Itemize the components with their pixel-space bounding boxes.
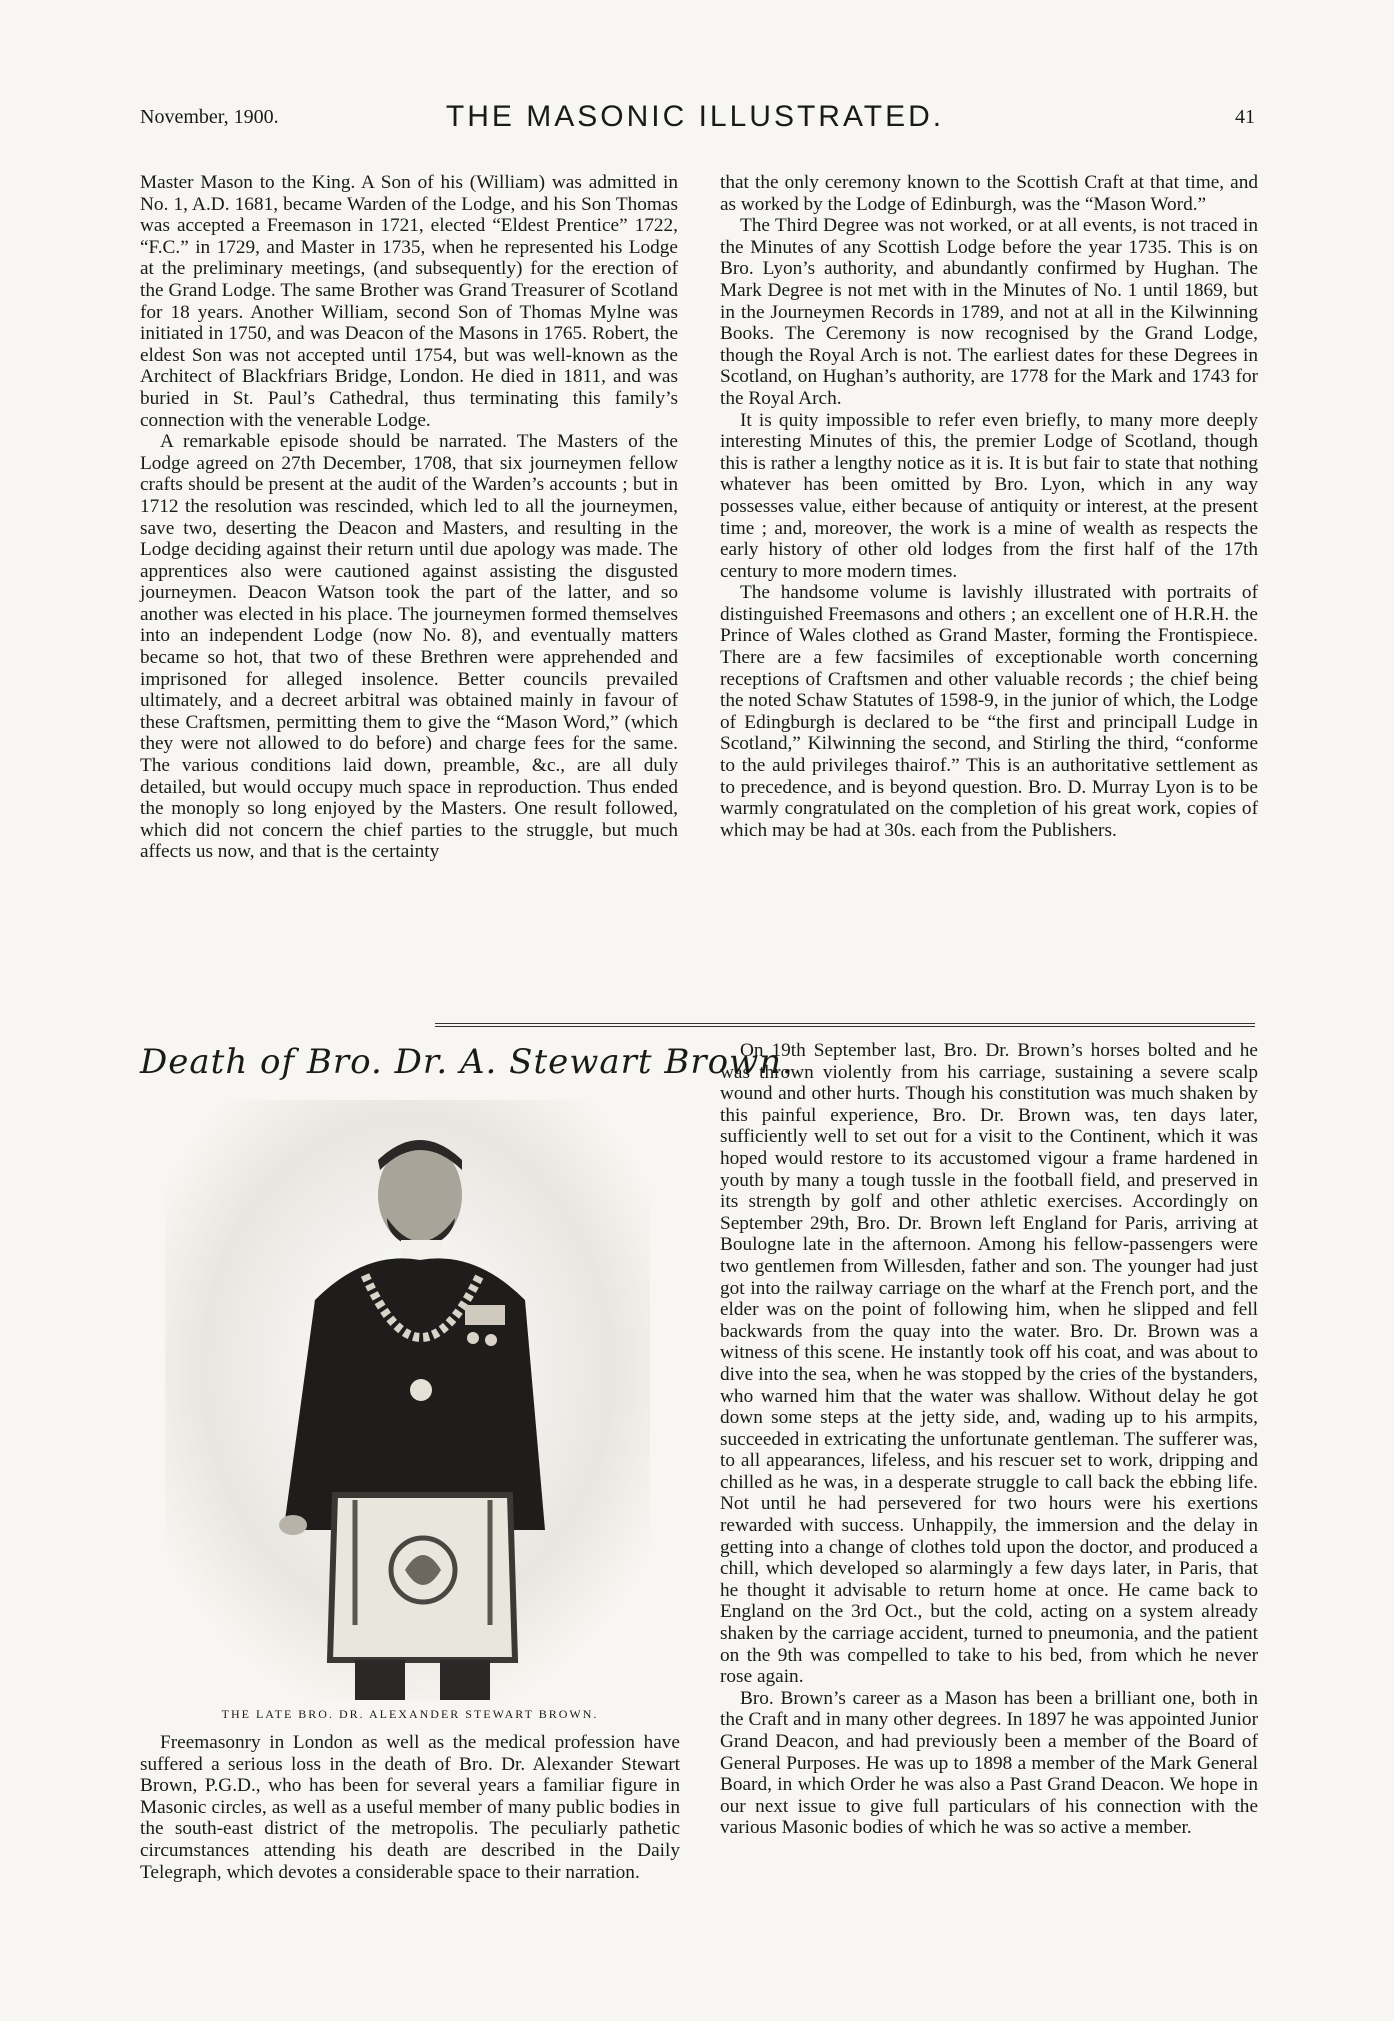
portrait-caption: THE LATE BRO. DR. ALEXANDER STEWART BROWN. <box>221 1707 599 1721</box>
section-divider <box>435 1023 1255 1027</box>
article-column-top-left <box>140 172 678 863</box>
paragraph: that the only ceremony known to the Scottish Craft at that time, and as worked by the Lodge of Edinburgh, was the “Mason Word.” <box>720 172 1258 215</box>
obituary-column-left <box>140 1732 680 1883</box>
paragraph: A remarkable episode should be narrated. The Masters of the Lodge agreed on 27th December, 1708, that six journeymen fellow crafts should be present at the audit of the Warden’s accounts ; but in 1712 the resolution was rescinded, which led to all the journeymen, save two, deserting the Deacon and Masters, and resulting in the Lodge deciding against their return until due apology was made. The apprentices also were cautioned against assisting the disgusted journeymen. Deacon Watson took the part of the latter, and so another was elected in his place. The journeymen formed themselves into an independent Lodge (now No. 8), and eventually matters became so hot, that two of these Brethren were apprehended and imprisoned for alleged insolence. Better councils prevailed ultimately, and a decreet arbitral was obtained mainly in favour of these Craftsmen, permitting them to give the “Mason Word,” (which they were not allowed to do before) and charge fees for the same. The various conditions laid down, preamble, &c., are all duly detailed, but would occupy much space in reproduction. Thus ended the monoply so long enjoyed by the Masters. One result followed, which did not concern the chief parties to the struggle, but much affects us now, and that is the certainty <box>140 431 678 863</box>
publication-title: THE MASONIC ILLUSTRATED. <box>445 100 945 133</box>
portrait-illustration <box>165 1100 650 1700</box>
paragraph: It is quity impossible to refer even briefly, to many more deeply interesting Minutes of this, the premier Lodge of Scotland, though this is rather a lengthy notice as it is. It is but fair to state that nothing whatever has been omitted by Bro. Lyon, which in any way possesses value, either because of antiquity or interest, at the present time ; and, moreover, the work is a mine of wealth as respects the early history of other old lodges from the first half of the 17th century to more modern times. <box>720 409 1258 582</box>
portrait-photo <box>165 1100 650 1700</box>
issue-date: November, 1900. <box>140 106 279 128</box>
paragraph: On 19th September last, Bro. Dr. Brown’s horses bolted and he was thrown violently from his carriage, sustaining a severe scalp wound and other hurts. Though his constitution was much shaken by this painful experience, Bro. Dr. Brown was, ten days later, sufficiently well to set out for a visit to the Continent, which it was hoped would restore to its accustomed vigour a frame hardened in youth by many a tough tussle in the football field, and preserved in its strength by golf and other athletic exercises. Accordingly on September 29th, Bro. Dr. Brown left England for Paris, arriving at Boulogne late in the afternoon. Among his fellow-passengers were two gentlemen from Willesden, father and son. The younger had just got into the railway carriage on the wharf at the French port, and the elder was on the point of following him, when he slipped and fell backwards from the quay into the water. Bro. Dr. Brown was a witness of this scene. He instantly took off his coat, and was about to dive into the sea, when he was stopped by the cries of the bystanders, who warned him that the water was shallow. Without delay he got down some steps at the jetty side, and, wading up to his armpits, succeeded in extricating the unfortunate gentleman. The sufferer was, to all appearances, lifeless, and his rescuer set to work, dripping and chilled as he was, in a desperate struggle to call back the ebbing life. Not until he had persevered for two hours were his exertions rewarded with success. Unhappily, the immersion and the delay in getting into a change of clothes told upon the doctor, and produced a chill, which developed so alarmingly a few days later, in Paris, that he thought it advisable to return home at once. He came back to England on the 3rd Oct., but the cold, acting on a system already shaken by the carriage accident, turned to pneumonia, and the patient on the 9th was compelled to take to his bed, from which he never rose again. <box>720 1040 1258 1688</box>
paragraph: The handsome volume is lavishly illustrated with portraits of distinguished Freemasons and others ; an excellent one of H.R.H. the Prince of Wales clothed as Grand Master, forming the Frontispiece. There are a few facsimiles of exceptionable worth concerning receptions of Craftsmen and other valuable records ; the chief being the noted Schaw Statutes of 1598-9, in the junior of which, the Lodge of Edingburgh is declared to be “the first and principall Ludge in Scotland,” Kilwinning the second, and Stirling the third, “conforme to the auld privileges thairof.” This is an authoritative settlement as to precedence, and is beyond question. Bro. D. Murray Lyon is to be warmly congratulated on the completion of his great work, copies of which may be had at 30s. each from the Publishers. <box>720 582 1258 841</box>
obituary-column-right <box>720 1040 1258 1839</box>
paragraph: The Third Degree was not worked, or at all events, is not traced in the Minutes of any Scottish Lodge before the year 1735. This is on Bro. Lyon’s authority, and abundantly confirmed by Hughan. The Mark Degree is not met with in the Minutes of No. 1 until 1869, but in the Journeymen Records in 1789, and not at all in the Kilwinning Books. The Ceremony is now recognised by the Grand Lodge, though the Royal Arch is not. The earliest dates for these Degrees in Scotland, on Hughan’s authority, are 1778 for the Mark and 1743 for the Royal Arch. <box>720 215 1258 409</box>
article-column-top-right <box>720 172 1258 841</box>
paragraph: Master Mason to the King. A Son of his (William) was admitted in No. 1, A.D. 1681, became Warden of the Lodge, and his Son Thomas was accepted a Freemason in 1721, elected “Eldest Prentice” 1722, “F.C.” in 1729, and Master in 1735, when he represented his Lodge at the preliminary meetings, (and subsequently) for the erection of the Grand Lodge. The same Brother was Grand Treasurer of Scotland for 18 years. Another William, second Son of Thomas Mylne was initiated in 1750, and was Deacon of the Masons in 1765. Robert, the eldest Son was not accepted until 1754, but was well-known as the Architect of Blackfriars Bridge, London. He died in 1811, and was buried in St. Paul’s Cathedral, thus terminating this family’s connection with the venerable Lodge. <box>140 172 678 431</box>
page-number: 41 <box>1235 106 1255 128</box>
paragraph: Freemasonry in London as well as the medical profession have suffered a serious loss in the death of Bro. Dr. Alexander Stewart Brown, P.G.D., who has been for several years a familiar figure in Masonic circles, as well as a useful member of many public bodies in the south-east district of the metropolis. The peculiarly pathetic circumstances attending his death are described in the Daily Telegraph, which devotes a considerable space to their narration. <box>140 1732 680 1883</box>
page-header <box>130 100 1260 140</box>
obituary-title: Death of Bro. Dr. A. Stewart Brown. <box>140 1042 794 1082</box>
paragraph: Bro. Brown’s career as a Mason has been a brilliant one, both in the Craft and in many other degrees. In 1897 he was appointed Junior Grand Deacon, and had previously been a member of the Board of General Purposes. He was up to 1898 a member of the Mark General Board, in which Order he was also a Past Grand Deacon. We hope in our next issue to give full particulars of his connection with the various Masonic bodies of which he was so active a member. <box>720 1687 1258 1839</box>
